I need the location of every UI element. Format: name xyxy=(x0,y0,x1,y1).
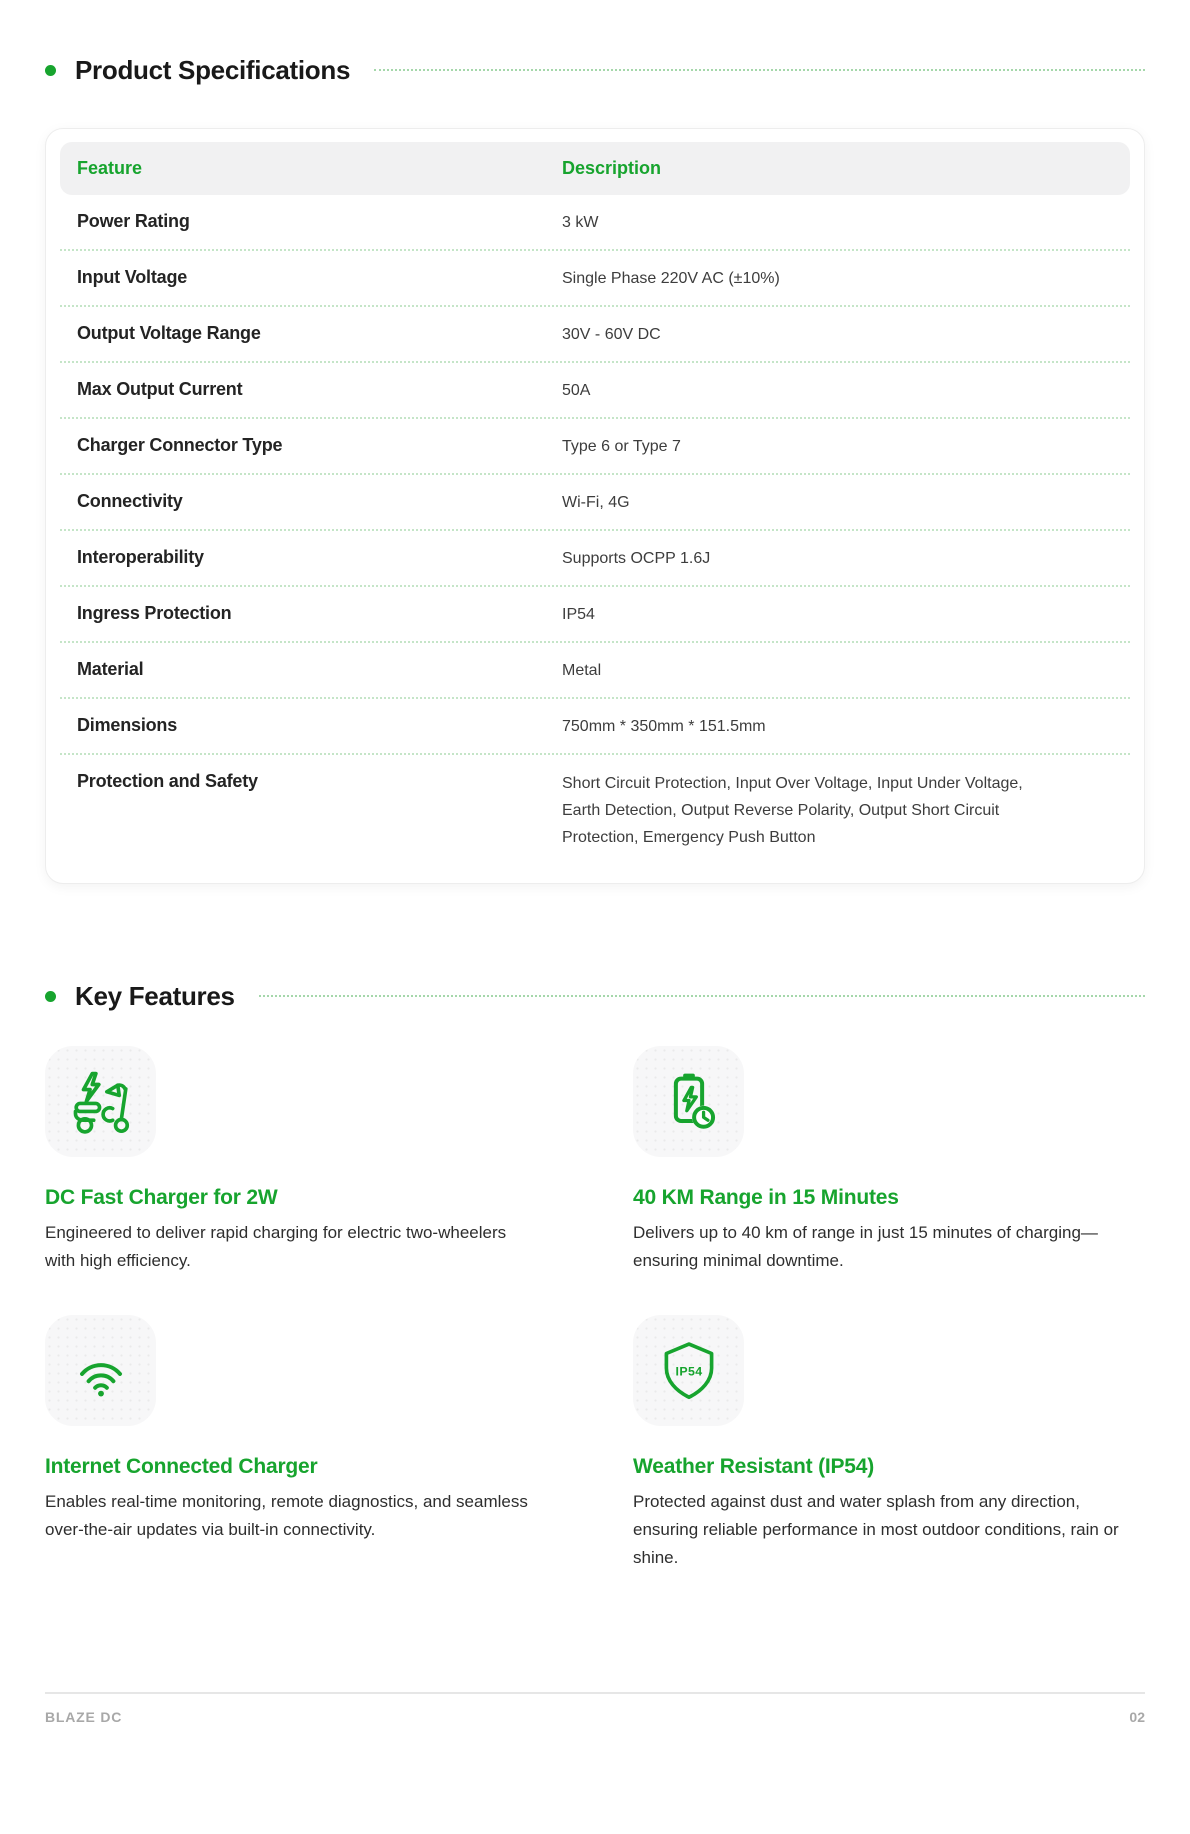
spec-description-value: Supports OCPP 1.6J xyxy=(562,550,711,567)
spec-section-title: Product Specifications xyxy=(75,55,351,85)
icon-tile xyxy=(45,1046,156,1157)
wifi-icon xyxy=(66,1336,136,1406)
table-row xyxy=(60,363,1130,419)
table-row xyxy=(60,195,1130,251)
spec-description-value: Wi-Fi, 4G xyxy=(562,494,630,511)
feature-card xyxy=(633,1046,1145,1275)
spec-feature-label: Power Rating xyxy=(77,211,190,231)
spec-feature-label: Protection and Safety xyxy=(77,771,258,791)
feature-card-body: Engineered to deliver rapid charging for electric two-wheelers with high efficiency. xyxy=(45,1223,507,1270)
feature-card-title: Weather Resistant (IP54) xyxy=(633,1455,875,1478)
spec-description-value: Type 6 or Type 7 xyxy=(562,438,681,455)
key-features-section xyxy=(45,980,1145,1572)
spec-table-card xyxy=(45,128,1145,884)
feature-card-body: Delivers up to 40 km of range in just 15 minutes of charging—ensuring minimal downtime. xyxy=(633,1223,1098,1270)
feature-card-body: Protected against dust and water splash from any direction, ensuring reliable performance in most outdoor conditions, rain or shine. xyxy=(633,1492,1119,1567)
table-row xyxy=(60,755,1130,873)
spec-description-value: 3 kW xyxy=(562,214,599,231)
dotted-leader-line xyxy=(374,69,1145,71)
table-row xyxy=(60,307,1130,363)
spec-feature-label: Connectivity xyxy=(77,491,183,511)
features-section-heading xyxy=(45,980,1145,1012)
feature-card xyxy=(45,1315,557,1572)
table-row xyxy=(60,419,1130,475)
spec-feature-label: Input Voltage xyxy=(77,267,188,287)
icon-tile xyxy=(45,1315,156,1426)
spec-feature-label: Interoperability xyxy=(77,547,204,567)
table-row xyxy=(60,251,1130,307)
spec-feature-label: Dimensions xyxy=(77,715,178,735)
spec-description-value: Short Circuit Protection, Input Over Voltage, Input Under Voltage, Earth Detection, Output Reverse Polarity, Output Short Circuit Protection, Emergency Push Button xyxy=(562,775,1023,846)
feature-card xyxy=(633,1315,1145,1572)
footer-product-name: BLAZE DC xyxy=(45,1709,123,1725)
table-row xyxy=(60,531,1130,587)
spec-feature-label: Charger Connector Type xyxy=(77,435,283,455)
dotted-leader-line xyxy=(259,995,1145,997)
table-row xyxy=(60,699,1130,755)
spec-description-value: 50A xyxy=(562,382,591,399)
green-bullet-icon xyxy=(45,991,56,1002)
table-row xyxy=(60,587,1130,643)
feature-column-header: Feature xyxy=(77,158,143,178)
shield-ip54-icon xyxy=(654,1336,724,1406)
green-bullet-icon xyxy=(45,65,56,76)
feature-card-title: 40 KM Range in 15 Minutes xyxy=(633,1186,899,1209)
feature-card-body: Enables real-time monitoring, remote diagnostics, and seamless over-the-air updates via built-in connectivity. xyxy=(45,1492,528,1539)
spec-feature-label: Output Voltage Range xyxy=(77,323,261,343)
shield-label: IP54 xyxy=(675,1363,702,1378)
feature-card xyxy=(45,1046,557,1275)
features-section-title: Key Features xyxy=(75,981,235,1011)
icon-tile xyxy=(633,1046,744,1157)
description-column-header: Description xyxy=(562,158,662,178)
spec-description-value: 750mm * 350mm * 151.5mm xyxy=(562,718,766,735)
feature-card-title: Internet Connected Charger xyxy=(45,1455,318,1478)
feature-cards-grid xyxy=(45,1046,1145,1572)
spec-feature-label: Material xyxy=(77,659,144,679)
scooter-bolt-icon xyxy=(66,1067,136,1137)
battery-clock-icon xyxy=(654,1067,724,1137)
icon-tile xyxy=(633,1315,744,1426)
spec-description-value: Single Phase 220V AC (±10%) xyxy=(562,270,780,287)
page-footer xyxy=(45,1692,1145,1725)
table-row xyxy=(60,475,1130,531)
feature-card-title: DC Fast Charger for 2W xyxy=(45,1186,278,1209)
spec-feature-label: Ingress Protection xyxy=(77,603,232,623)
spec-feature-label: Max Output Current xyxy=(77,379,243,399)
spec-table-header xyxy=(60,142,1130,195)
spec-description-value: IP54 xyxy=(562,606,595,623)
spec-section-heading xyxy=(45,54,1145,86)
footer-page-number: 02 xyxy=(1129,1709,1145,1725)
table-row xyxy=(60,643,1130,699)
spec-description-value: 30V - 60V DC xyxy=(562,326,661,343)
spec-description-value: Metal xyxy=(562,662,602,679)
